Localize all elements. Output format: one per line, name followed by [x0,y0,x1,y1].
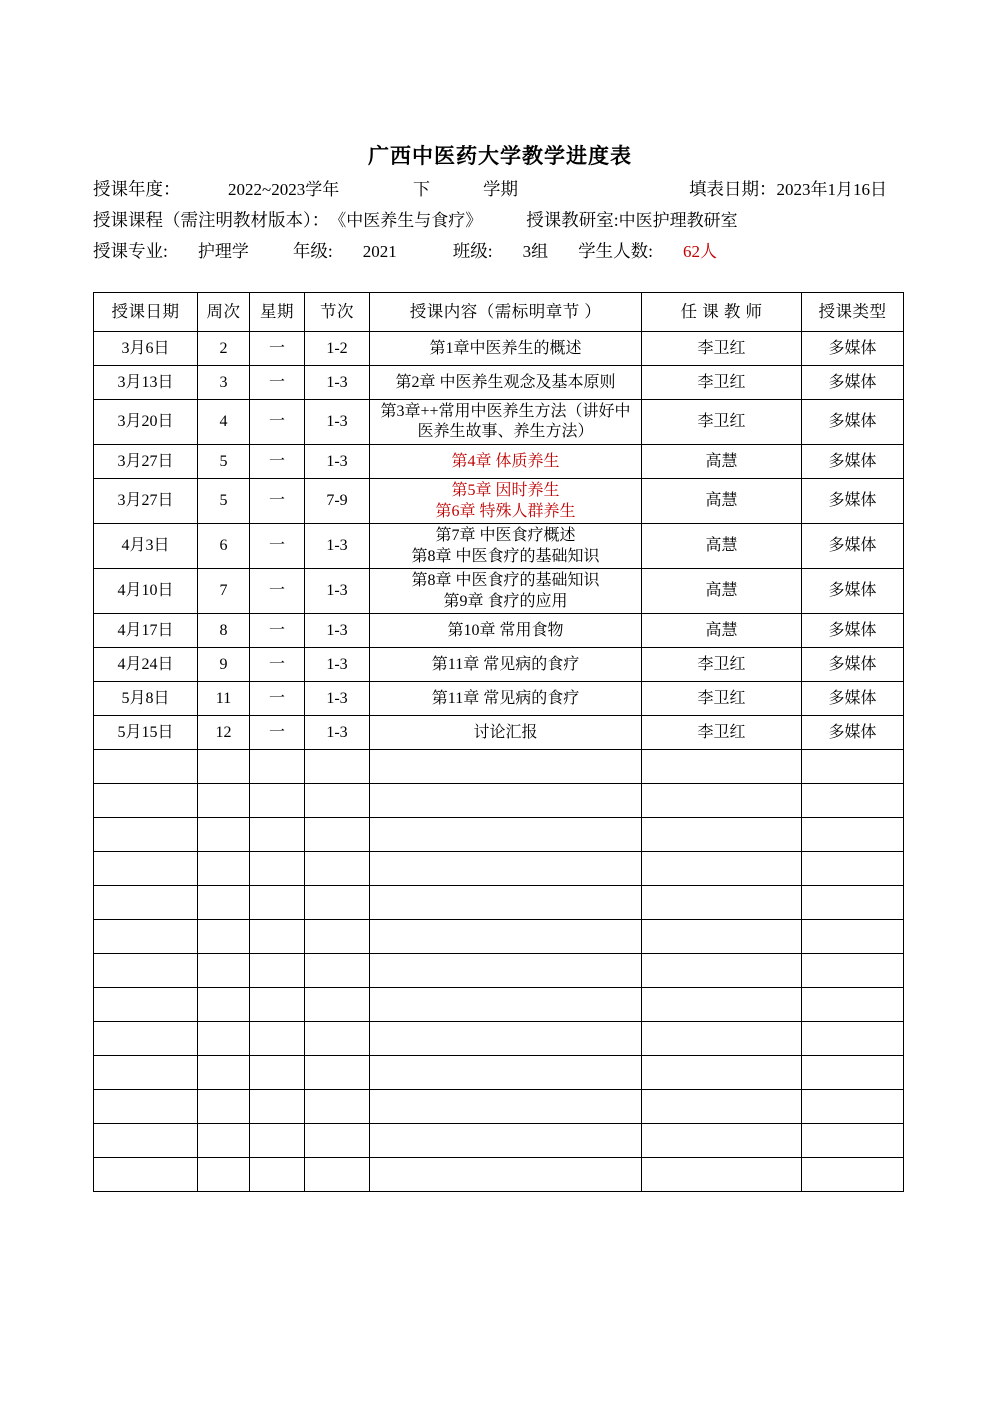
schedule-table-body [94,332,904,1192]
cell-period [305,1158,370,1192]
cell-teacher: 李卫红 [642,682,802,716]
cell-type [802,886,904,920]
cell-date [94,954,198,988]
cell-week: 8 [198,614,250,648]
table-row [94,784,904,818]
col-header-type: 授课类型 [802,293,904,332]
cell-date: 3月27日 [94,445,198,479]
cell-date: 3月13日 [94,366,198,400]
cell-period [305,920,370,954]
cell-week: 6 [198,524,250,569]
cell-type [802,1158,904,1192]
col-header-content: 授课内容（需标明章节 ） [370,293,642,332]
cell-type [802,784,904,818]
cell-date: 5月15日 [94,716,198,750]
cell-type: 多媒体 [802,479,904,524]
cell-teacher [642,1056,802,1090]
cell-content: 第4章 体质养生 [370,445,642,479]
table-row [94,852,904,886]
cell-content: 第10章 常用食物 [370,614,642,648]
header-fields [93,175,903,268]
cell-date: 3月6日 [94,332,198,366]
cell-type [802,1090,904,1124]
cell-period: 1-3 [305,569,370,614]
cell-weekday: 一 [250,716,305,750]
table-row [94,682,904,716]
cell-weekday [250,852,305,886]
cell-period: 1-3 [305,682,370,716]
table-row [94,1056,904,1090]
cell-teacher [642,852,802,886]
cell-type: 多媒体 [802,445,904,479]
cell-weekday [250,988,305,1022]
cell-content [370,852,642,886]
table-header-row [94,293,904,332]
table-row [94,920,904,954]
cell-period: 7-9 [305,479,370,524]
cell-week: 3 [198,366,250,400]
cell-weekday [250,920,305,954]
cell-week [198,750,250,784]
fill-date-label: 填表日期： [689,179,777,199]
cell-period [305,1090,370,1124]
cell-week [198,1158,250,1192]
cell-weekday [250,750,305,784]
col-header-weekday: 星期 [250,293,305,332]
cell-content: 第7章 中医食疗概述 第8章 中医食疗的基础知识 [370,524,642,569]
cell-type [802,1022,904,1056]
col-header-week: 周次 [198,293,250,332]
term-value: 下 [413,180,430,199]
cell-period [305,988,370,1022]
table-row [94,569,904,614]
cell-type: 多媒体 [802,332,904,366]
table-row [94,954,904,988]
year-label: 授课年度： [93,179,181,199]
cell-week: 5 [198,445,250,479]
cell-week: 7 [198,569,250,614]
year-value: 2022~2023学年 [228,180,340,199]
cell-period [305,750,370,784]
cell-teacher [642,1022,802,1056]
cell-content: 讨论汇报 [370,716,642,750]
cell-date [94,852,198,886]
office-label: 授课教研室: [526,210,619,230]
cell-weekday: 一 [250,366,305,400]
cell-teacher: 高慧 [642,524,802,569]
cell-date: 3月27日 [94,479,198,524]
cell-date [94,818,198,852]
cell-week [198,852,250,886]
cell-weekday [250,784,305,818]
cell-content [370,818,642,852]
cell-teacher: 高慧 [642,479,802,524]
students-label: 学生人数: [578,241,653,261]
cell-period [305,886,370,920]
cell-week [198,1022,250,1056]
cell-content: 第11章 常见病的食疗 [370,648,642,682]
major-value: 护理学 [197,242,249,261]
cell-weekday [250,954,305,988]
cell-teacher [642,954,802,988]
cell-period: 1-3 [305,366,370,400]
cell-date [94,920,198,954]
cell-weekday: 一 [250,524,305,569]
cell-teacher [642,886,802,920]
cell-weekday: 一 [250,682,305,716]
cell-content [370,784,642,818]
class-value: 3组 [522,242,549,261]
cell-period [305,784,370,818]
table-row [94,332,904,366]
cell-type [802,954,904,988]
cell-teacher [642,818,802,852]
cell-teacher: 高慧 [642,569,802,614]
cell-teacher: 李卫红 [642,716,802,750]
cell-date: 4月10日 [94,569,198,614]
students-value: 62人 [683,242,717,261]
cell-content [370,1124,642,1158]
cell-week [198,1056,250,1090]
cell-content: 第11章 常见病的食疗 [370,682,642,716]
header-row-year [93,175,903,206]
table-row [94,479,904,524]
cell-weekday [250,1124,305,1158]
course-value: 《中医养生与食疗》 [329,211,483,230]
header-row-major [93,237,903,268]
cell-period [305,1022,370,1056]
cell-teacher: 李卫红 [642,648,802,682]
cell-type [802,852,904,886]
cell-week [198,818,250,852]
table-row [94,716,904,750]
term-label: 学期 [483,179,518,199]
table-row [94,750,904,784]
page-title: 广西中医药大学教学进度表 [368,144,632,168]
cell-weekday [250,886,305,920]
cell-type: 多媒体 [802,648,904,682]
cell-type [802,988,904,1022]
table-row [94,445,904,479]
table-row [94,886,904,920]
cell-teacher: 李卫红 [642,400,802,445]
table-row [94,400,904,445]
cell-weekday: 一 [250,479,305,524]
table-row [94,1158,904,1192]
cell-week [198,1090,250,1124]
table-row [94,366,904,400]
cell-week: 4 [198,400,250,445]
cell-content [370,920,642,954]
cell-week: 11 [198,682,250,716]
cell-period: 1-3 [305,614,370,648]
cell-period: 1-3 [305,524,370,569]
class-label: 班级: [452,241,493,261]
cell-teacher [642,1090,802,1124]
cell-week [198,954,250,988]
cell-week [198,886,250,920]
cell-week [198,1124,250,1158]
table-row [94,614,904,648]
table-row [94,988,904,1022]
cell-period [305,1124,370,1158]
cell-date [94,886,198,920]
cell-teacher: 李卫红 [642,332,802,366]
cell-type: 多媒体 [802,400,904,445]
cell-week [198,784,250,818]
cell-weekday [250,1090,305,1124]
col-header-period: 节次 [305,293,370,332]
table-row [94,524,904,569]
cell-weekday [250,818,305,852]
fill-date-value: 2023年1月16日 [776,180,887,199]
table-row [94,1090,904,1124]
cell-period: 1-3 [305,445,370,479]
cell-content [370,1158,642,1192]
cell-type: 多媒体 [802,366,904,400]
cell-date [94,1158,198,1192]
cell-content: 第3章++常用中医养生方法（讲好中医养生故事、养生方法） [370,400,642,445]
table-row [94,1022,904,1056]
cell-date: 4月17日 [94,614,198,648]
cell-content [370,1090,642,1124]
table-row [94,1124,904,1158]
cell-period [305,852,370,886]
cell-content [370,988,642,1022]
cell-type: 多媒体 [802,614,904,648]
cell-teacher [642,750,802,784]
cell-type [802,1124,904,1158]
table-row [94,818,904,852]
cell-type: 多媒体 [802,716,904,750]
cell-date [94,1090,198,1124]
cell-content [370,886,642,920]
cell-type: 多媒体 [802,682,904,716]
cell-content: 第2章 中医养生观念及基本原则 [370,366,642,400]
cell-period [305,954,370,988]
cell-content [370,1022,642,1056]
cell-type: 多媒体 [802,524,904,569]
table-row [94,648,904,682]
cell-content: 第8章 中医食疗的基础知识 第9章 食疗的应用 [370,569,642,614]
cell-teacher: 高慧 [642,445,802,479]
cell-period: 1-3 [305,716,370,750]
cell-teacher: 李卫红 [642,366,802,400]
cell-date [94,1124,198,1158]
cell-weekday: 一 [250,648,305,682]
cell-weekday: 一 [250,400,305,445]
course-label: 授课课程（需注明教材版本）： [93,210,330,230]
cell-week [198,920,250,954]
grade-value: 2021 [362,242,397,261]
cell-period: 1-2 [305,332,370,366]
schedule-table [93,292,904,1192]
office-value: 中医护理教研室 [618,211,738,230]
cell-teacher [642,988,802,1022]
cell-period [305,818,370,852]
cell-date: 5月8日 [94,682,198,716]
cell-week: 9 [198,648,250,682]
cell-weekday [250,1158,305,1192]
cell-date [94,1056,198,1090]
cell-weekday: 一 [250,445,305,479]
cell-weekday [250,1056,305,1090]
cell-date: 4月24日 [94,648,198,682]
cell-weekday: 一 [250,569,305,614]
cell-type [802,1056,904,1090]
cell-date: 4月3日 [94,524,198,569]
cell-date [94,1022,198,1056]
cell-date [94,784,198,818]
cell-period: 1-3 [305,648,370,682]
cell-content: 第5章 因时养生 第6章 特殊人群养生 [370,479,642,524]
cell-type [802,750,904,784]
cell-date: 3月20日 [94,400,198,445]
cell-week: 5 [198,479,250,524]
major-label: 授课专业: [93,241,168,261]
cell-date [94,750,198,784]
cell-teacher [642,1158,802,1192]
cell-type [802,920,904,954]
cell-weekday [250,1022,305,1056]
cell-content [370,954,642,988]
col-header-teacher: 任 课 教 师 [642,293,802,332]
cell-weekday: 一 [250,614,305,648]
cell-teacher [642,784,802,818]
cell-teacher [642,1124,802,1158]
grade-label: 年级: [292,241,333,261]
cell-weekday: 一 [250,332,305,366]
cell-teacher [642,920,802,954]
cell-content [370,1056,642,1090]
header-row-course [93,206,903,237]
col-header-date: 授课日期 [94,293,198,332]
cell-teacher: 高慧 [642,614,802,648]
cell-date [94,988,198,1022]
cell-week: 2 [198,332,250,366]
cell-content [370,750,642,784]
cell-period: 1-3 [305,400,370,445]
cell-type: 多媒体 [802,569,904,614]
cell-type [802,818,904,852]
cell-week [198,988,250,1022]
cell-content: 第1章中医养生的概述 [370,332,642,366]
cell-period [305,1056,370,1090]
cell-week: 12 [198,716,250,750]
